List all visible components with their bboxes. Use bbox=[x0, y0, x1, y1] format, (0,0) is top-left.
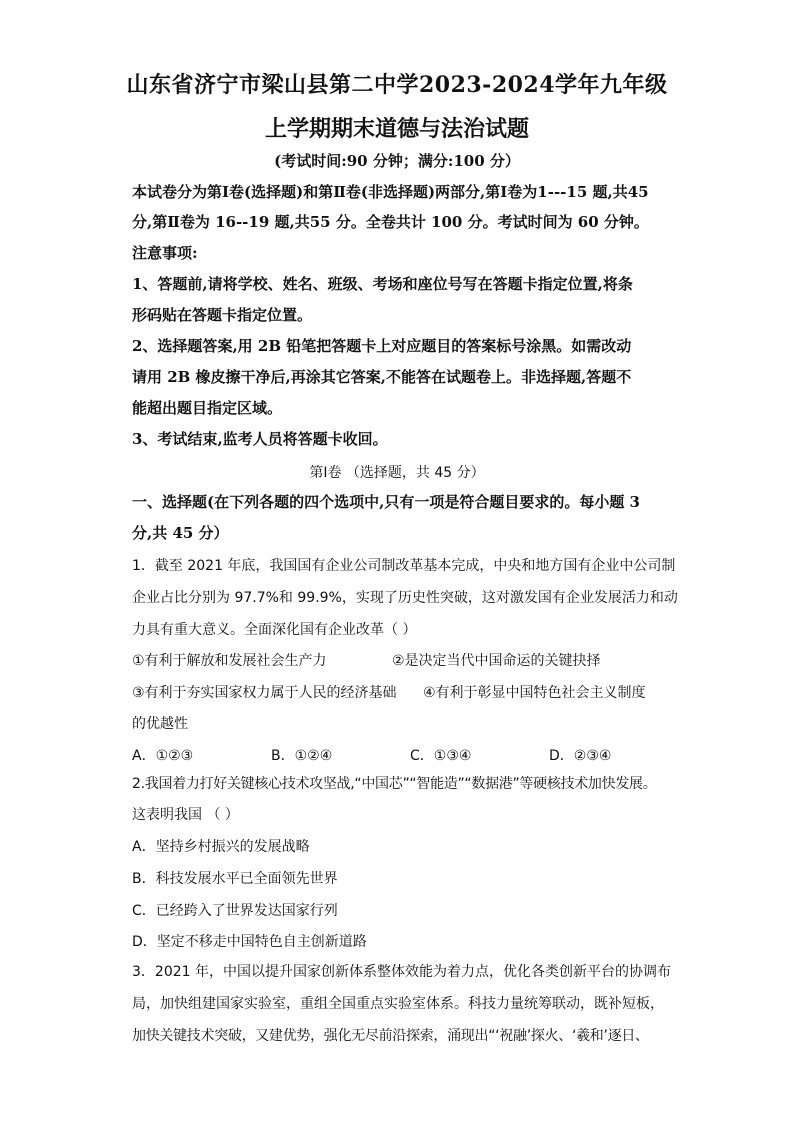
q1-statement-3: ③有利于夯实国家权力属于人民的经济基础 bbox=[132, 685, 397, 701]
q3-stem-line: 3．2021 年，中国以提升国家创新体系整体效能为着力点，优化各类创新平台的协调布 bbox=[132, 964, 671, 980]
section-heading: 第Ⅰ卷 （选择题，共 45 分） bbox=[309, 465, 485, 481]
document-title-line-1: 山东省济宁市梁山县第二中学2023-2024学年九年级 bbox=[126, 72, 668, 98]
q1-statement-4: ④有利于彰显中国特色社会主义制度 bbox=[423, 685, 646, 701]
q1-option-c: C．①③④ bbox=[410, 748, 472, 764]
q2-option-b: B．科技发展水平已全面领先世界 bbox=[132, 871, 338, 887]
q1-statement-4-continued: 的优越性 bbox=[132, 716, 188, 732]
q2-option-c: C．已经跨入了世界发达国家行列 bbox=[132, 903, 338, 919]
q2-option-d: D．坚定不移走中国特色自主创新道路 bbox=[132, 934, 367, 950]
exam-info: (考试时间:90 分钟；满分:100 分） bbox=[274, 152, 520, 170]
notes-heading: 注意事项: bbox=[132, 244, 198, 262]
part-heading-line: 分,共 45 分） bbox=[132, 524, 229, 542]
part-heading-line: 一、选择题(在下列各题的四个选项中,只有一项是符合题目要求的。每小题 3 bbox=[132, 493, 640, 511]
q1-statement-2: ②是决定当代中国命运的关键抉择 bbox=[392, 653, 601, 669]
q1-stem-line: 力具有重大意义。全面深化国有企业改革（ ） bbox=[132, 622, 417, 638]
q1-stem-line: 企业占比分别为 97.7%和 99.9%，实现了历史性突破，这对激发国有企业发展活力和动 bbox=[132, 590, 678, 606]
document-title-line-2: 上学期期末道德与法治试题 bbox=[264, 116, 529, 142]
q2-stem-line: 2.我国着力打好关键核心技术攻坚战,“中国芯”“智能造”“数据港”等硬核技术加快发展。 bbox=[132, 776, 657, 792]
note-line: 3、考试结束,监考人员将答题卡收回。 bbox=[132, 430, 388, 448]
intro-line: 分,第Ⅱ卷为 16--19 题,共55 分。全卷共计 100 分。考试时间为 60 分钟。 bbox=[132, 213, 649, 231]
note-line: 形码贴在答题卡指定位置。 bbox=[132, 306, 313, 324]
q2-option-a: A．坚持乡村振兴的发展战略 bbox=[132, 839, 310, 855]
note-line: 1、答题前,请将学校、姓名、班级、考场和座位号写在答题卡指定位置,将条 bbox=[132, 275, 633, 293]
q3-stem-line: 局，加快组建国家实验室，重组全国重点实验室体系。科技力量统筹联动，既补短板， bbox=[132, 996, 664, 1012]
note-line: 2、选择题答案,用 2B 铅笔把答题卡上对应题目的答案标号涂黑。如需改动 bbox=[132, 337, 632, 355]
note-line: 请用 2B 橡皮擦干净后,再涂其它答案,不能答在试题卷上。非选择题,答题不 bbox=[132, 368, 632, 386]
q1-statement-1: ①有利于解放和发展社会生产力 bbox=[132, 653, 327, 669]
note-line: 能超出题目指定区域。 bbox=[132, 399, 283, 417]
intro-line: 本试卷分为第Ⅰ卷(选择题)和第Ⅱ卷(非选择题)两部分,第Ⅰ卷为1---15 题,共45 bbox=[132, 183, 649, 201]
q3-stem-line: 加快关键技术突破，又建优势，强化无尽前沿探索，涌现出“‘祝融’探火、‘羲和’逐日、 bbox=[132, 1028, 649, 1044]
q1-stem-line: 1．截至 2021 年底，我国国有企业公司制改革基本完成，中央和地方国有企业中公司制 bbox=[132, 558, 676, 574]
q2-stem-line: 这表明我国 （ ） bbox=[132, 807, 239, 823]
q1-option-a: A．①②③ bbox=[132, 748, 194, 764]
q1-option-d: D．②③④ bbox=[549, 748, 612, 764]
q1-option-b: B．①②④ bbox=[271, 748, 333, 764]
